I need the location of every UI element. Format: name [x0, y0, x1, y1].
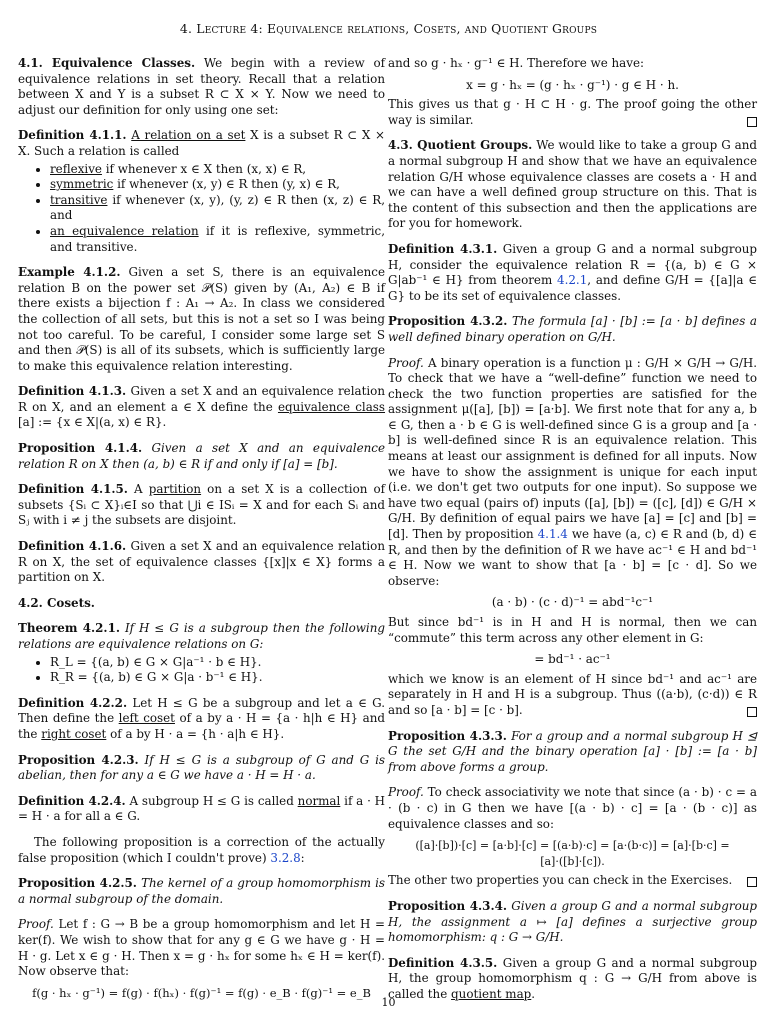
proof-conclusion: [388, 97, 757, 128]
defined-term: an equivalence relation: [50, 223, 199, 238]
proposition-label: Proposition 4.2.3.: [18, 752, 139, 767]
definition-body: Given a group G and a normal subgroup H, consider the equivalence relation R = {(a, b) ∈ G × G|ab⁻¹ ∈ H} from theorem: [388, 241, 758, 288]
definition-body: , and define G/H = {[a]|a ∈ G} to be its set of equivalence classes.: [388, 273, 757, 303]
theorem-body: If H ≤ G is a subgroup then the following relations are equivalence relations on G:: [18, 621, 385, 651]
proof-body: which we know is an element of H since bd⁻¹ and ac⁻¹ are separately in H and H is a subgroup. Thus ((a·b), (c·d)) ∈ R and so [a · b] = [c · b].: [388, 671, 757, 717]
definition-body: [a] := {x ∈ X|(a, x) ∈ R}.: [18, 415, 167, 430]
definition-body: A subgroup H ≤ G is called: [129, 793, 294, 808]
proof-body: Let f : G → B be a group homomorphism and let H = ker(f). We wish to show that for any g ∈ G we have g · H = H · g. Let x ∈ g · H. Then x = g · hₓ for some hₓ ∈ H = ker(f). Now observe that:: [18, 917, 386, 979]
definition-body: Given a set X and an equivalence relation R on X, and an element a ∈ X define the: [18, 384, 386, 414]
proposition-body: If H ≤ G is a subgroup of G and G is abelian, then for any a ∈ G we have a · H = H · a.: [18, 752, 385, 783]
proof-body: A binary operation is a function μ : G/H × G/H → G/H. To check that we have a “well-define” function we need to check the two function properties are satisfied for the assignment μ([a], [b]) = [a·b]. We first note that for any a, b ∈ G, then a · b ∈ G is well-defined since G is a group and [a · b] is well-defined since R is an equivalence relation. This means at least our assignment is defined for all inputs. Now we have to show the assignment is unique for each input (i.e. we don't get two outputs for one input). So suppose we have two equal (pairs of) inputs ([a], [b]) = ([c], [d]) ∈ G/H × G/H. By definition of equal pairs we have [a] = [c] and [b] = [d]. Then by proposition: [388, 355, 757, 542]
proof-body: To check associativity we note that since (a · b) · c = a · (b · c) in G then we have [(a · b) · c] = [a · (b · c)] as equivalence classes and so:: [388, 785, 757, 831]
cross-reference-link[interactable]: 3.2.8: [270, 850, 301, 865]
defined-term: transitive: [50, 192, 108, 207]
display-equation: (a · b) · (c · d)⁻¹ = abd⁻¹c⁻¹: [491, 595, 654, 610]
list-item: • R_L = {(a, b) ∈ G × G|a⁻¹ · b ∈ H}.: [50, 655, 385, 671]
list-item: [50, 162, 385, 178]
section-body: We would like to take a group G and a normal subgroup H and show that we have an equivalence relation G/H whose equivalence classes are cosets a · H and we can have a well defined group structure on this. That is the content of this subsection and then the applications are for you for homework.: [388, 138, 758, 231]
defined-term: quotient map: [451, 986, 532, 1001]
proof-body-paragraph: But since bd⁻¹ is in H and H is normal, then we can “commute” this term across any other element in G:: [388, 615, 757, 645]
defined-term: A relation on a set: [131, 128, 246, 143]
proof-label: Proof.: [388, 355, 424, 370]
definition-body: of a by a · H = {a · h|h ∈ H} and the: [18, 711, 385, 741]
proposition-4-3-2: [388, 314, 757, 345]
proposition-label: Proposition 4.3.4.: [388, 898, 507, 913]
proposition-body: The kernel of a group homomorphism is a normal subgroup of the domain.: [18, 876, 386, 906]
proposition-4-2-5: [18, 876, 385, 907]
list-item-text: if it is reflexive, symmetric, and transitive.: [50, 223, 385, 254]
definition-body: on a set X is a collection of subsets {Sᵢ ⊂ X}ᵢ∈I so that ⋃i ∈ ISᵢ = X and for each Sᵢ and Sⱼ with i ≠ j the subsets are disjoint.: [18, 482, 386, 528]
proof-body: This gives us that g · H ⊂ H · g. The proof going the other way is similar.: [388, 97, 757, 127]
definition-4-1-3: [18, 384, 385, 431]
proposition-body: The formula [a] · [b] := [a · b] defines a well defined binary operation on G/H.: [388, 314, 757, 344]
running-head: 4. Lecture 4: Equivalence relations, Cosets, and Quotient Groups: [179, 21, 598, 36]
proposition-4-3-4: [388, 899, 757, 946]
proposition-4-2-3: [18, 753, 385, 784]
definition-body: Given a set X and an equivalence relation R on X, the set of equivalence classes {[x]|x ∈ X} forms a partition on X.: [18, 539, 386, 585]
section-title: 4.2. Cosets.: [18, 595, 95, 610]
cross-reference-link[interactable]: 4.2.1: [557, 273, 588, 288]
section-title: 4.3. Quotient Groups.: [388, 138, 533, 153]
note-text: The following proposition is a correction of the actually false proposition (which I couldn't prove): [18, 834, 385, 865]
definition-list: [18, 162, 385, 256]
qed-square-icon: [747, 117, 757, 127]
proposition-label: Proposition 4.2.5.: [18, 876, 137, 891]
definition-4-2-4: [18, 794, 385, 825]
section-title: 4.1. Equivalence Classes.: [18, 56, 196, 70]
qed-square-icon: [747, 707, 757, 717]
definition-body: if a · H = H · a for all a ∈ G.: [18, 793, 386, 824]
definition-4-3-1: [388, 242, 757, 304]
proposition-4-1-4: [18, 441, 385, 472]
definition-label: Definition 4.1.1.: [18, 128, 127, 143]
display-equation: f(g · hₓ · g⁻¹) = f(g) · f(hₓ) · f(g)⁻¹ = f(g) · e_B · f(g)⁻¹ = e_B: [32, 985, 371, 1000]
definition-label: Definition 4.1.6.: [18, 539, 127, 554]
definition-label: Definition 4.3.5.: [388, 955, 498, 970]
definition-body: Let H ≤ G be a subgroup and let a ∈ G. Then define the: [18, 695, 385, 726]
proof-conclusion: [388, 672, 757, 719]
display-equation: x = g · hₓ = (g · hₓ · g⁻¹) · g ∈ H · h.: [466, 77, 679, 92]
definition-4-2-2: [18, 696, 385, 743]
definition-label: Definition 4.3.1.: [388, 241, 498, 256]
definition-body: Given a group G and a normal subgroup H, the group homomorphism q : G → G/H from above is called the: [388, 955, 758, 1001]
definition-body: .: [531, 986, 536, 1001]
display-equation: = bd⁻¹ · ac⁻¹: [534, 652, 611, 667]
list-item-text: if whenever x ∈ X then (x, x) ∈ R,: [105, 161, 307, 176]
definition-body: of a by H · a = {h · a|h ∈ H}.: [110, 726, 285, 741]
proof-body: we have (a, c) ∈ R and (b, d) ∈ R, and then by the definition of R we have ac⁻¹ ∈ H and bd⁻¹ ∈ H. Now we want to show that [a · b] = [c · d]. So we observe:: [388, 527, 758, 588]
page-number: 10: [381, 996, 396, 1009]
section-4-2: [18, 596, 385, 612]
proposition-body: Given a set X and an equivalence relation R on X then (a, b) ∈ R if and only if [a] = [b].: [18, 441, 386, 471]
section-body: We begin with a review of equivalence relations in set theory. Recall that a relation between X and Y is a subset R ⊂ X × Y. Now we need to adjust our definition for only using one set:: [18, 56, 386, 117]
note-text: :: [300, 850, 305, 865]
cross-reference-link[interactable]: 4.1.4: [537, 527, 568, 542]
proof-label: Proof.: [18, 917, 54, 932]
proposition-label: Proposition 4.3.3.: [388, 728, 507, 743]
defined-term: left coset: [118, 711, 175, 726]
proof-4-2-5: [18, 917, 385, 979]
section-4-3: [388, 138, 757, 232]
defined-term: reflexive: [50, 161, 102, 176]
definition-label: Definition 4.2.2.: [18, 695, 128, 710]
theorem-label: Theorem 4.2.1.: [18, 621, 120, 636]
example-body: Given a set S, there is an equivalence relation B on the power set 𝒫(S) given by (A₁, A₂) ∈ B if there exists a bijection f : A₁ → A₂. In class we considered the collection of all sets, but this is not a set so I was being not too careful. To be careful, I consider some large set S and then 𝒫(S) is all of its subsets, which is sufficiently large to make this equivalence relation interesting.: [18, 265, 386, 373]
list-item: [50, 224, 385, 255]
proof-4-3-3: [388, 785, 757, 832]
theorem-list: [18, 655, 385, 686]
definition-body: A: [134, 482, 143, 497]
defined-term: equivalence class: [277, 399, 386, 414]
list-item: [50, 193, 385, 224]
proposition-label: Proposition 4.1.4.: [18, 441, 143, 456]
definition-label: Definition 4.1.5.: [18, 482, 128, 497]
definition-4-1-5: [18, 482, 385, 529]
display-equation: ([a]·[b])·[c] = [a·b]·[c] = [(a·b)·c] = [a·(b·c)] = [a]·[b·c] = [a]·([b]·[c]).: [415, 839, 730, 868]
right-column: [388, 56, 757, 1008]
definition-body: X is a subset R ⊂ X × X. Such a relation is called: [18, 128, 385, 158]
qed-square-icon: [747, 877, 757, 887]
example-4-1-2: [18, 265, 385, 374]
proof-4-3-2: [388, 356, 757, 590]
correction-note: [18, 835, 385, 866]
proposition-label: Proposition 4.3.2.: [388, 314, 508, 329]
proposition-body: For a group and a normal subgroup H ⊴ G the set G/H and the binary operation [a] · [b] := [a · b] from above forms a group.: [388, 728, 757, 774]
definition-label: Definition 4.2.4.: [18, 793, 126, 808]
left-column: [18, 56, 385, 1005]
proof-conclusion: [388, 873, 757, 889]
defined-term: right coset: [41, 726, 107, 741]
proof-label: Proof.: [388, 785, 424, 800]
theorem-4-2-1: [18, 621, 385, 685]
definition-4-1-1: [18, 128, 385, 255]
definition-4-1-6: [18, 539, 385, 586]
defined-term: normal: [297, 793, 341, 808]
list-item-text: if whenever (x, y) ∈ R then (y, x) ∈ R,: [117, 177, 340, 192]
section-4-1: [18, 56, 385, 118]
proposition-body: Given a group G and a normal subgroup H, the assignment a ↦ [a] defines a surjective group homomorphism: q : G → G/H.: [388, 898, 758, 945]
proof-body: The other two properties you can check in the Exercises.: [388, 873, 733, 888]
proposition-4-3-3: [388, 729, 757, 776]
defined-term: partition: [148, 482, 202, 497]
definition-label: Definition 4.1.3.: [18, 384, 127, 399]
example-label: Example 4.1.2.: [18, 265, 121, 280]
defined-term: symmetric: [50, 177, 114, 192]
proof-continuation: and so g · hₓ · g⁻¹ ∈ H. Therefore we have:: [388, 56, 645, 70]
list-item: • R_R = {(a, b) ∈ G × G|a · b⁻¹ ∈ H}.: [50, 670, 385, 686]
list-item-text: if whenever (x, y), (y, z) ∈ R then (x, z) ∈ R, and: [50, 192, 385, 223]
list-item: [50, 177, 385, 193]
